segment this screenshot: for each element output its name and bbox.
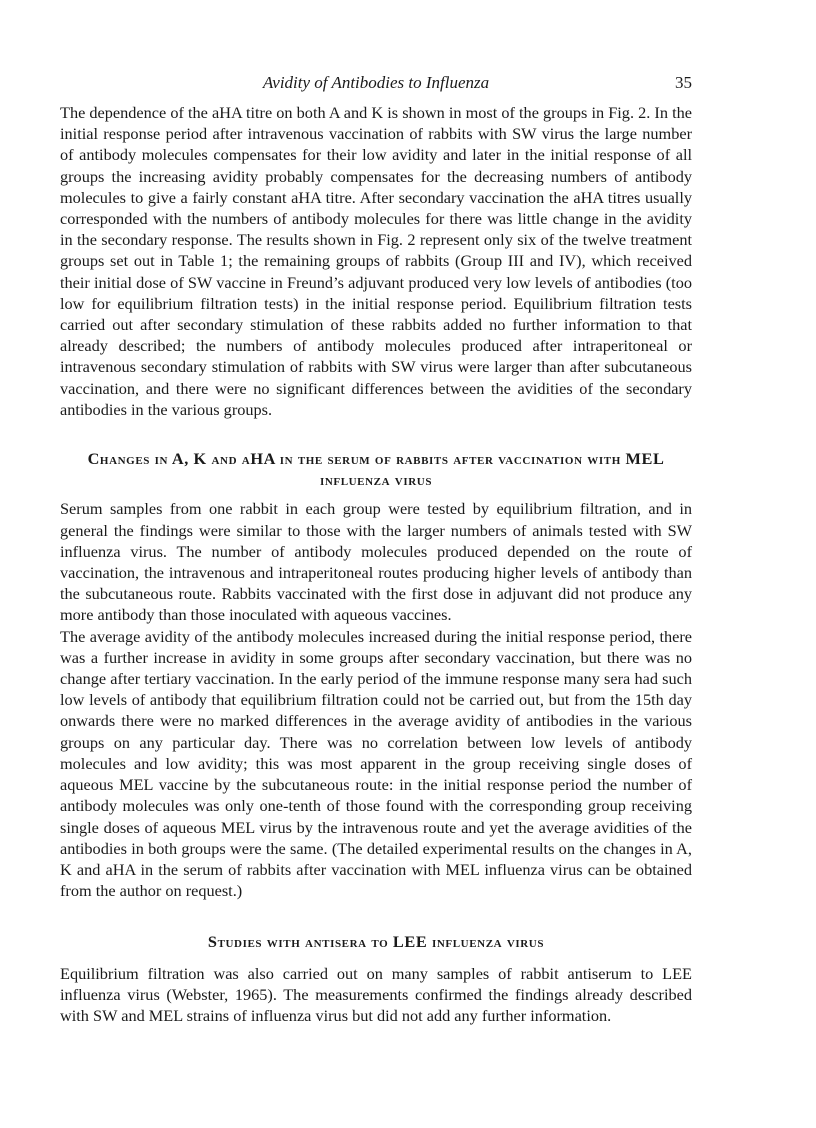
running-title: Avidity of Antibodies to Influenza bbox=[262, 73, 490, 92]
journal-page bbox=[60, 70, 692, 1026]
running-head bbox=[60, 70, 692, 96]
paragraph-mel-average-avidity: The average avidity of the antibody molecules increased during the initial response period, there was a further increase in avidity in some groups after secondary vaccination, but there was no change after tertiary vaccination. In the early period of the immune response many sera had such low levels of antibody that equilibrium filtration could not be carried out, but from the 15th day onwards there were no marked differences in the average avidity of antibodies in the various groups on any particular day. There was no correlation between low levels of antibody molecules and low avidity; this was most apparent in the group receiving single doses of aqueous MEL vaccine by the subcutaneous route: in the initial response period the number of antibody molecules was only one-tenth of those found with the corresponding group receiving single doses of aqueous MEL virus by the intravenous route and yet the average avidities of the antibodies in both groups were the same. (The detailed experimental results on the changes in A, K and aHA in the serum of rabbits after vaccination with MEL influenza virus can be obtained from the author on request.) bbox=[60, 626, 692, 901]
section-heading-lee: Studies with antisera to LEE influenza virus bbox=[207, 932, 545, 952]
section-heading-mel: Changes in A, K and aHA in the serum of rabbits after vaccination with MEL influenza virus bbox=[87, 449, 665, 490]
paragraph-lee-antisera: Equilibrium filtration was also carried out on many samples of rabbit antiserum to LEE influenza virus (Webster, 1965). The measurements confirmed the findings already described with SW and MEL strains of influenza virus but did not add any further information. bbox=[60, 963, 692, 1025]
paragraph-sw-dependence: The dependence of the aHA titre on both A and K is shown in most of the groups in Fig. 2. In the initial response period after intravenous vaccination of rabbits with SW virus the large number of antibody molecules compensates for their low avidity and later in the initial response of all groups the increasing avidity probably compensates for the decreasing numbers of antibody molecules to give a fairly constant aHA titre. After secondary vaccination the aHA titres usually corresponded with the numbers of antibody molecules for there was little change in the avidity in the secondary response. The results shown in Fig. 2 represent only six of the twelve treatment groups set out in Table 1; the remaining groups of rabbits (Group III and IV), which received their initial dose of SW vaccine in Freund’s adjuvant produced very low levels of antibodies (too low for equilibrium filtration tests) in the initial response period. Equilibrium filtration tests carried out after secondary stimulation of these rabbits added no further information to that already described; the numbers of antibody molecules produced after intraperitoneal or intravenous secondary stimulation of rabbits with SW virus were larger than after subcutaneous vaccination, and there were no significant differences between the avidities of the secondary antibodies in the various groups. bbox=[60, 103, 692, 419]
paragraph-mel-serum-samples: Serum samples from one rabbit in each group were tested by equilibrium filtration, and in general the findings were similar to those with the larger numbers of animals tested with SW influenza virus. The number of antibody molecules produced depended on the route of vaccination, the intravenous and intraperitoneal routes producing higher levels of antibody than the subcutaneous route. Rabbits vaccinated with the first dose in adjuvant did not produce any more antibody than those inoculated with aqueous vaccines. bbox=[60, 499, 692, 625]
page-number: 35 bbox=[675, 73, 692, 92]
